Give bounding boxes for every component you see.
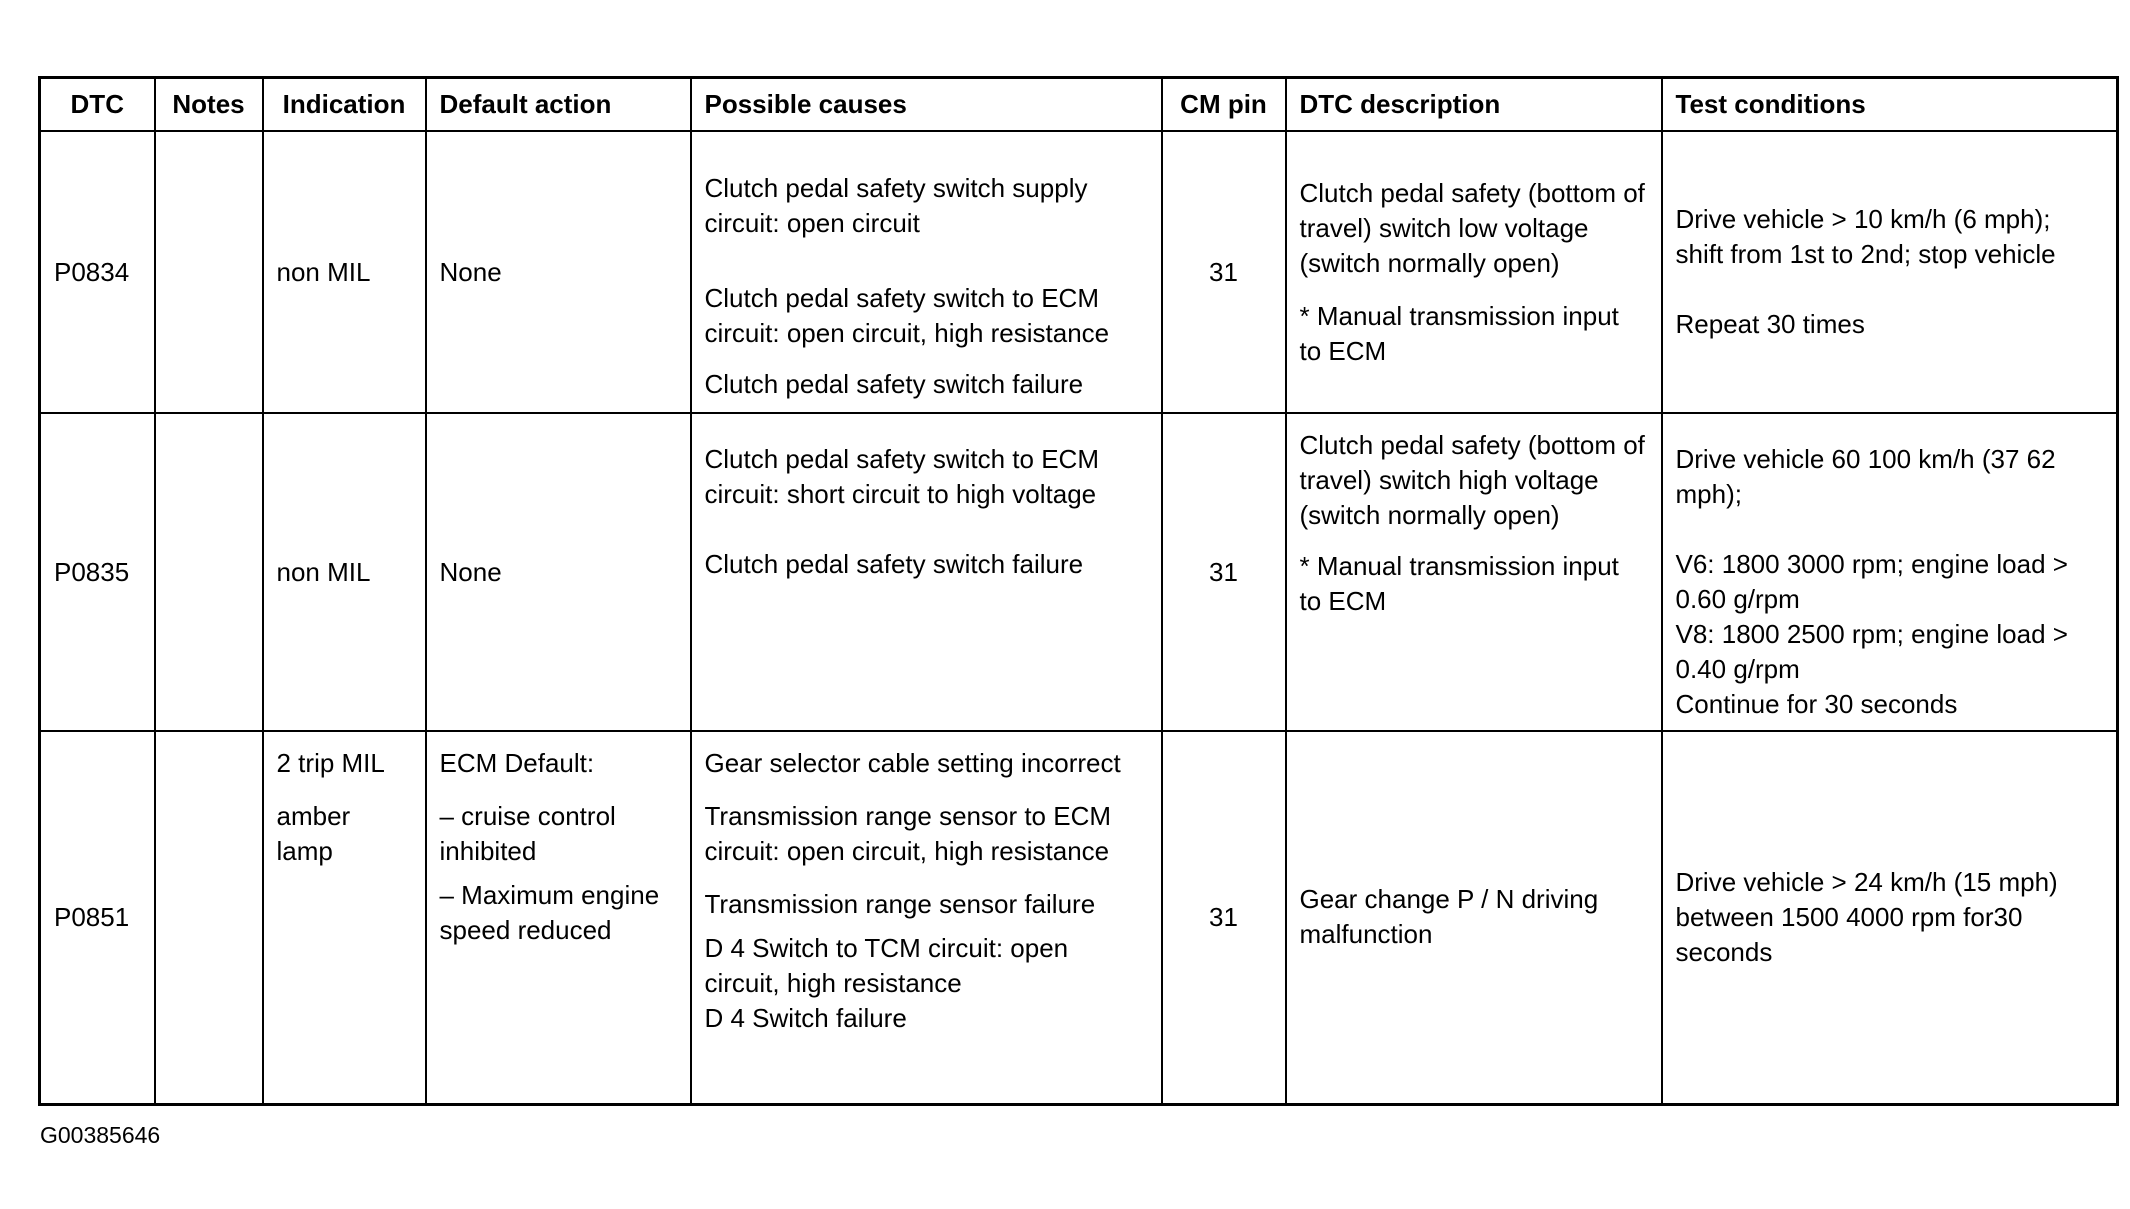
dtc-description-note: * Manual transmission input to ECM	[1299, 300, 1619, 366]
cm-pin-cell: 31	[1162, 131, 1286, 413]
possible-cause: D 4 Switch to TCM circuit: open circuit, high resistance	[704, 933, 1069, 998]
test-conditions-cell	[1662, 413, 2118, 731]
test-conditions-header: Test conditions	[1662, 78, 2118, 132]
test-condition: Drive vehicle > 10 km/h (6 mph); shift from 1st to 2nd; stop vehicle	[1675, 204, 2056, 269]
dtc-code-cell: P0851	[40, 731, 155, 1104]
dtc-code-cell: P0835	[40, 413, 155, 731]
cm-pin-cell: 31	[1162, 413, 1286, 731]
table-row	[40, 131, 2118, 413]
dtc-description-cell	[1286, 413, 1662, 731]
test-condition: V8: 1800 2500 rpm; engine load > 0.40 g/rpm	[1675, 619, 2068, 684]
possible-cause: Transmission range sensor to ECM circuit: open circuit, high resistance	[704, 801, 1112, 866]
figure-id: G00385646	[40, 1122, 161, 1148]
test-condition: Repeat 30 times	[1675, 309, 1865, 339]
default-action-cell	[426, 131, 691, 413]
dtc-description-text: Clutch pedal safety (bottom of travel) switch high voltage (switch normally open)	[1299, 430, 1645, 530]
test-condition: V6: 1800 3000 rpm; engine load > 0.60 g/rpm	[1675, 549, 2068, 614]
dtc-description-text: Clutch pedal safety (bottom of travel) switch low voltage (switch normally open)	[1299, 177, 1645, 278]
dtc-description-cell	[1286, 131, 1662, 413]
possible-cause: D 4 Switch failure	[704, 1003, 907, 1033]
test-condition: Continue for 30 seconds	[1675, 689, 1958, 719]
dtc-description-note: * Manual transmission input to ECM	[1299, 551, 1619, 616]
default-action-text: – cruise control inhibited	[439, 801, 616, 866]
header-row	[40, 78, 2118, 132]
indication-text: non MIL	[276, 256, 371, 287]
test-conditions-cell	[1662, 131, 2118, 413]
test-condition: Drive vehicle > 24 km/h (15 mph) between 1500 4000 rpm for30 seconds	[1675, 866, 2058, 967]
possible-cause: Transmission range sensor failure	[704, 889, 1096, 919]
possible-cause: Clutch pedal safety switch failure	[704, 368, 1084, 399]
dtc-header: DTC	[40, 78, 155, 132]
notes-header: Notes	[155, 78, 263, 132]
indication-cell	[263, 131, 426, 413]
default-action-cell	[426, 413, 691, 731]
default-action-header: Default action	[426, 78, 691, 132]
cm-pin-header: CM pin	[1162, 78, 1286, 132]
indication-cell	[263, 413, 426, 731]
table-row	[40, 413, 2118, 731]
notes-cell	[155, 413, 263, 731]
possible-causes-header: Possible causes	[691, 78, 1162, 132]
cm-pin-cell: 31	[1162, 731, 1286, 1104]
dtc-code-cell: P0834	[40, 131, 155, 413]
indication-cell	[263, 731, 426, 1104]
dtc-table	[38, 76, 2119, 1106]
test-conditions-cell	[1662, 731, 2118, 1104]
default-action-text: ECM Default:	[439, 748, 595, 778]
possible-cause: Gear selector cable setting incorrect	[704, 748, 1121, 778]
possible-cause: Clutch pedal safety switch failure	[704, 549, 1084, 579]
possible-cause: Clutch pedal safety switch to ECM circuit: short circuit to high voltage	[704, 444, 1099, 509]
dtc-description-header: DTC description	[1286, 78, 1662, 132]
dtc-description-cell	[1286, 731, 1662, 1104]
notes-cell	[155, 131, 263, 413]
default-action-text: – Maximum engine speed reduced	[439, 880, 660, 945]
indication-text: non MIL	[276, 556, 371, 587]
possible-causes-cell	[691, 731, 1162, 1104]
possible-cause: Clutch pedal safety switch supply circuit: open circuit	[704, 172, 1088, 238]
test-condition: Drive vehicle 60 100 km/h (37 62 mph);	[1675, 444, 2056, 509]
default-action-text: None	[439, 256, 502, 287]
possible-causes-cell	[691, 131, 1162, 413]
possible-causes-cell	[691, 413, 1162, 731]
dtc-description-text: Gear change P / N driving malfunction	[1299, 884, 1599, 950]
default-action-text: None	[439, 556, 502, 587]
table-row	[40, 731, 2118, 1104]
default-action-cell	[426, 731, 691, 1104]
indication-header: Indication	[263, 78, 426, 132]
indication-text: amber lamp	[276, 801, 351, 866]
possible-cause: Clutch pedal safety switch to ECM circuit: open circuit, high resistance	[704, 282, 1110, 348]
indication-text: 2 trip MIL	[276, 748, 385, 778]
notes-cell	[155, 731, 263, 1104]
